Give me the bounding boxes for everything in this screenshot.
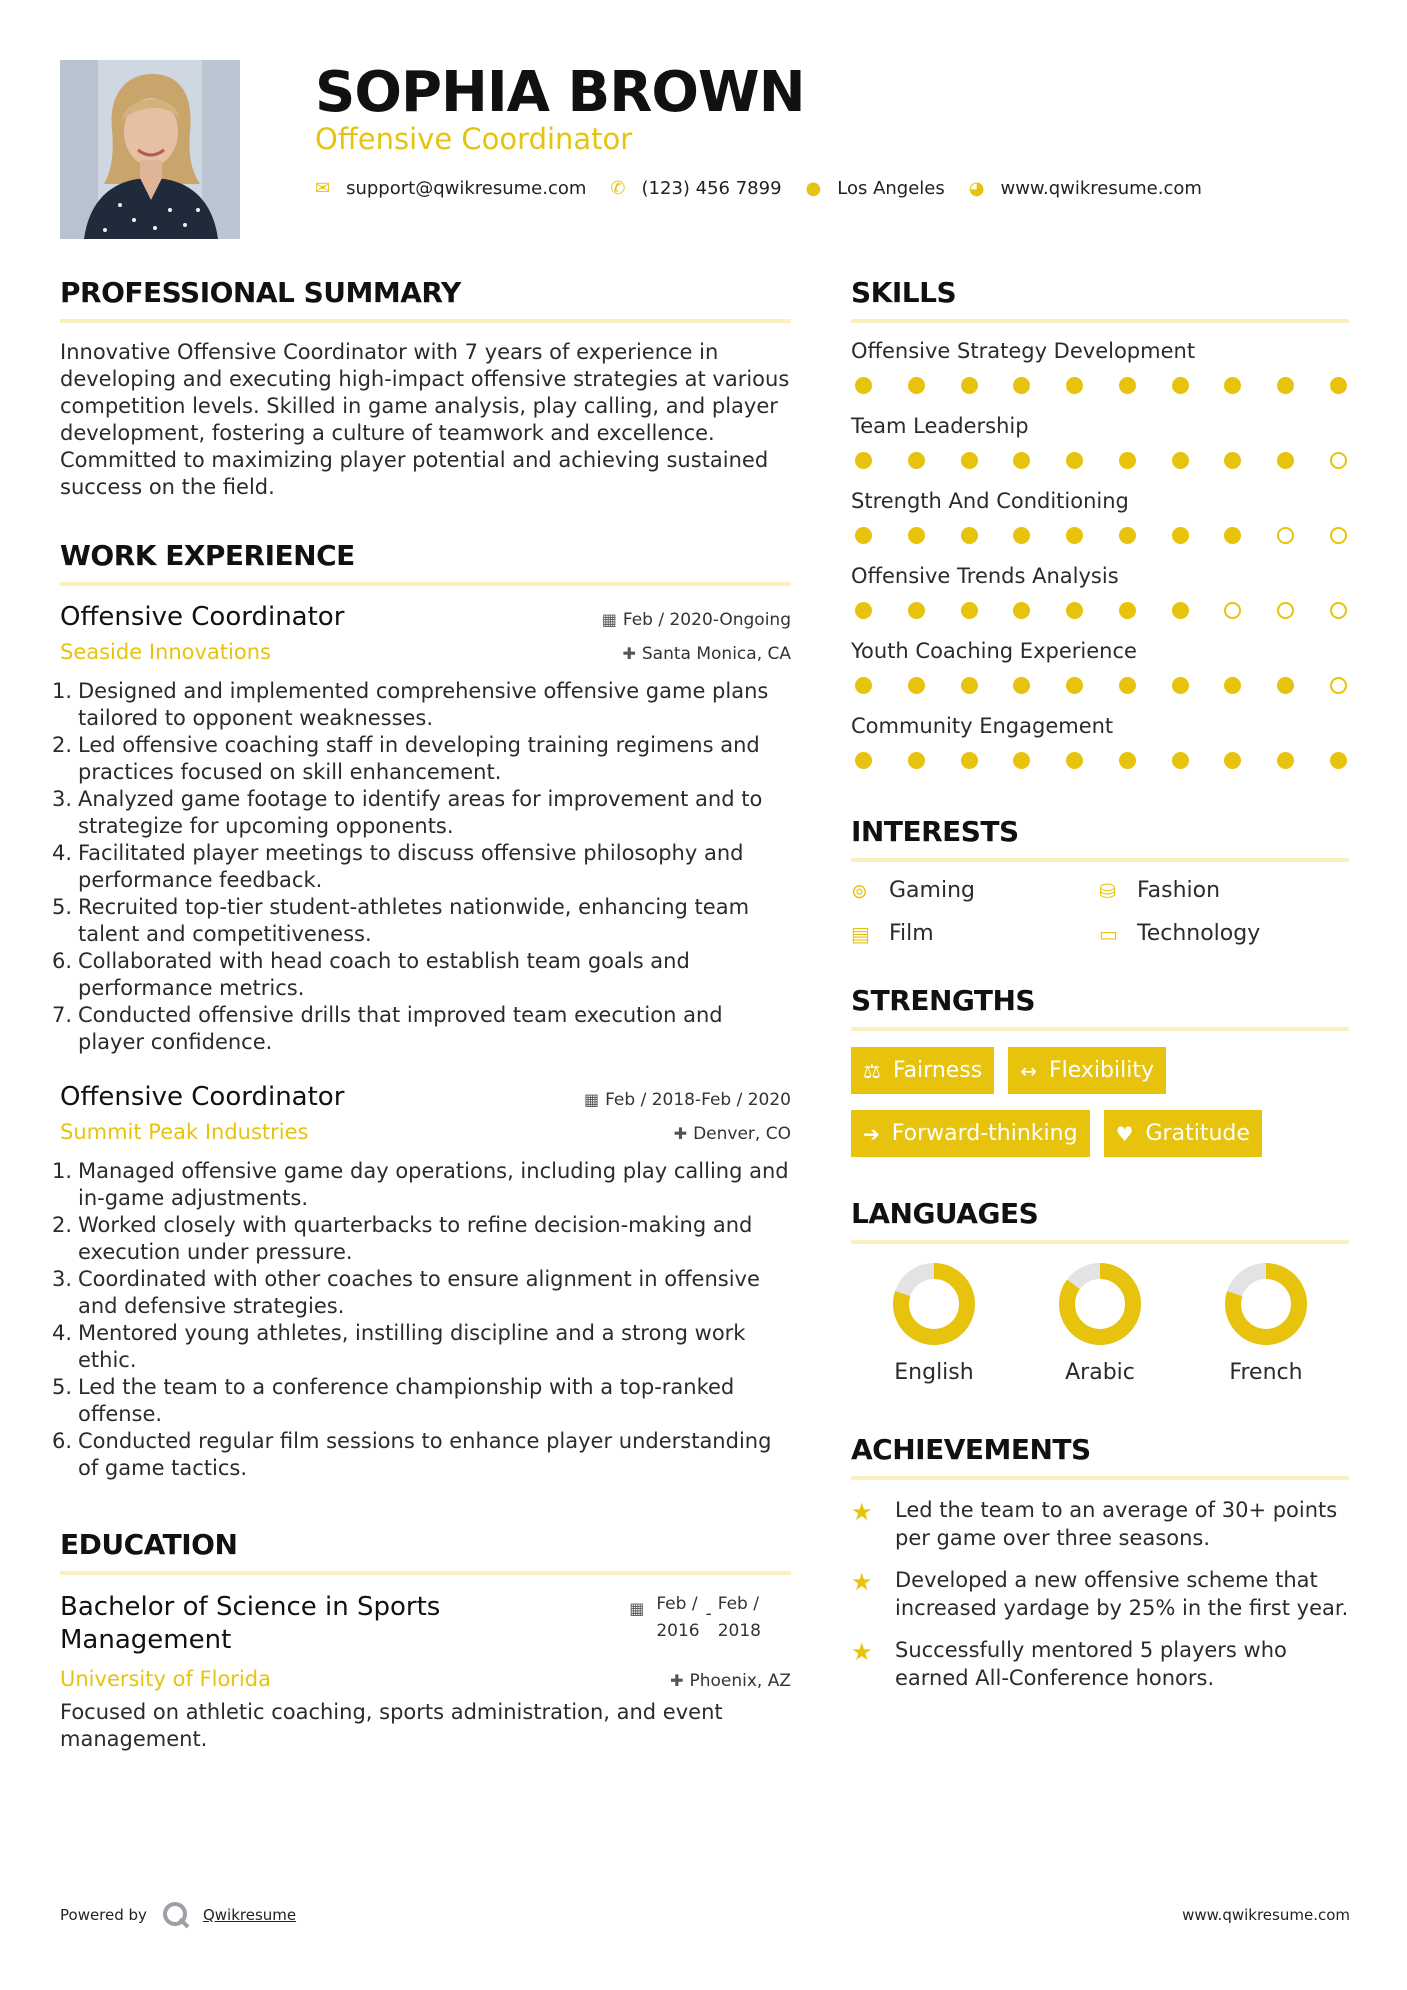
calendar-icon: ▦ bbox=[629, 1599, 645, 1618]
film-icon: ▤ bbox=[851, 921, 870, 946]
skill-item bbox=[851, 339, 1349, 394]
rating-dot-filled bbox=[1013, 752, 1030, 769]
rating-dot-filled bbox=[1224, 527, 1241, 544]
list-item: 6. Conducted regular film sessions to enhance player understanding of game tactics. bbox=[52, 1429, 772, 1480]
job-date: Feb / 2018-Feb / 2020 bbox=[605, 1090, 791, 1110]
rating-dot-filled bbox=[961, 452, 978, 469]
footer-powered-by bbox=[60, 1900, 296, 1930]
skill-rating bbox=[851, 452, 1349, 469]
rating-dot-filled bbox=[1119, 452, 1136, 469]
rating-dot-filled bbox=[961, 377, 978, 394]
language-proficiency-ring bbox=[1224, 1262, 1308, 1346]
map-pin-icon: ● bbox=[805, 178, 822, 199]
job-date: Feb / 2020-Ongoing bbox=[622, 610, 791, 630]
gamepad-icon: ⊚ bbox=[851, 878, 868, 903]
summary-heading: PROFESSIONAL SUMMARY bbox=[60, 276, 791, 323]
skill-rating bbox=[851, 527, 1349, 544]
rating-dot-empty bbox=[1330, 677, 1347, 694]
rating-dot-empty bbox=[1224, 602, 1241, 619]
list-item: 1. Designed and implemented comprehensive offensive game plans tailored to opponent weaknesses. bbox=[52, 679, 769, 730]
achievement-item: ★ Developed a new offensive scheme that increased yardage by 25% in the first year. bbox=[851, 1568, 1349, 1620]
rating-dot-filled bbox=[1066, 377, 1083, 394]
rating-dot-filled bbox=[1066, 752, 1083, 769]
interest-item: ⛁ Fashion bbox=[1099, 878, 1221, 903]
list-item: 3. Analyzed game footage to identify areas for improvement and to strategize for upcoming opponents. bbox=[52, 787, 763, 838]
rating-dot-filled bbox=[1066, 602, 1083, 619]
skills-heading: SKILLS bbox=[851, 276, 1349, 323]
list-item: 3. Coordinated with other coaches to ensure alignment in offensive and defensive strategies. bbox=[52, 1267, 760, 1318]
rating-dot-filled bbox=[1277, 752, 1294, 769]
contact-location: Los Angeles bbox=[837, 178, 945, 199]
language-proficiency-ring bbox=[892, 1262, 976, 1346]
language-name: English bbox=[894, 1360, 974, 1385]
skill-rating bbox=[851, 677, 1349, 694]
skill-item bbox=[851, 414, 1349, 469]
star-icon: ★ bbox=[851, 1568, 873, 1596]
skill-name: Team Leadership bbox=[851, 414, 1029, 438]
balance-scale-icon: ⚖ bbox=[863, 1058, 881, 1083]
job-company: Summit Peak Industries bbox=[60, 1120, 309, 1144]
skill-name: Offensive Trends Analysis bbox=[851, 564, 1119, 588]
rating-dot-filled bbox=[1172, 452, 1189, 469]
rating-dot-filled bbox=[1013, 377, 1030, 394]
interests-list bbox=[851, 878, 1349, 946]
rating-dot-empty bbox=[1330, 527, 1347, 544]
rating-dot-filled bbox=[1066, 677, 1083, 694]
qwikresume-link[interactable]: Qwikresume bbox=[202, 1906, 297, 1924]
pushpin-icon: ✚ bbox=[622, 644, 636, 663]
rating-dot-filled bbox=[855, 452, 872, 469]
language-name: French bbox=[1229, 1360, 1303, 1385]
left-column bbox=[52, 276, 791, 1753]
rating-dot-filled bbox=[1013, 677, 1030, 694]
contact-bar bbox=[315, 178, 1226, 199]
strengths-heading: STRENGTHS bbox=[851, 984, 1349, 1031]
job-entry bbox=[52, 602, 791, 1056]
skill-rating bbox=[851, 752, 1349, 769]
rating-dot-filled bbox=[1224, 677, 1241, 694]
languages-list bbox=[851, 1262, 1349, 1385]
job-location: Santa Monica, CA bbox=[641, 644, 791, 664]
rating-dot-filled bbox=[1277, 452, 1294, 469]
rating-dot-filled bbox=[1119, 677, 1136, 694]
skill-item bbox=[851, 564, 1349, 619]
rating-dot-empty bbox=[1277, 527, 1294, 544]
interest-item: ⊚ Gaming bbox=[851, 878, 975, 903]
achievement-item: ★ Led the team to an average of 30+ points per game over three seasons. bbox=[851, 1498, 1338, 1550]
school-name: University of Florida bbox=[60, 1667, 271, 1691]
list-item: 2. Led offensive coaching staff in developing training regimens and practices focused on skill enhancement. bbox=[52, 733, 760, 784]
strength-tag: ➔ Forward-thinking bbox=[851, 1110, 1090, 1157]
heart-icon: ♥ bbox=[1115, 1121, 1134, 1146]
job-entry bbox=[52, 1082, 791, 1482]
skill-rating bbox=[851, 602, 1349, 619]
footer-website[interactable]: www.qwikresume.com bbox=[1182, 1906, 1350, 1924]
experience-heading: WORK EXPERIENCE bbox=[60, 539, 791, 586]
skill-item bbox=[851, 639, 1349, 694]
rating-dot-filled bbox=[1013, 527, 1030, 544]
profile-photo-illustration bbox=[60, 60, 240, 239]
shopping-bag-icon: ⛁ bbox=[1099, 878, 1116, 903]
rating-dot-filled bbox=[908, 752, 925, 769]
rating-dot-filled bbox=[1172, 602, 1189, 619]
job-bullets bbox=[52, 1158, 791, 1482]
rating-dot-filled bbox=[1277, 377, 1294, 394]
school-location: Phoenix, AZ bbox=[689, 1671, 791, 1691]
rating-dot-empty bbox=[1330, 602, 1347, 619]
job-location: Denver, CO bbox=[693, 1124, 791, 1144]
rating-dot-filled bbox=[855, 527, 872, 544]
calendar-icon: ▦ bbox=[601, 610, 617, 629]
candidate-name: SOPHIA BROWN bbox=[315, 60, 805, 125]
star-icon: ★ bbox=[851, 1498, 873, 1526]
interest-item: ▤ Film bbox=[851, 921, 934, 946]
skills-list bbox=[851, 339, 1349, 769]
qwikresume-logo-icon bbox=[161, 1900, 191, 1930]
rating-dot-filled bbox=[1224, 377, 1241, 394]
rating-dot-filled bbox=[908, 377, 925, 394]
rating-dot-filled bbox=[855, 677, 872, 694]
rating-dot-filled bbox=[961, 752, 978, 769]
rating-dot-filled bbox=[1330, 377, 1347, 394]
rating-dot-filled bbox=[908, 602, 925, 619]
contact-website[interactable]: www.qwikresume.com bbox=[1000, 178, 1202, 199]
list-item: 5. Recruited top-tier student-athletes nationwide, enhancing team talent and competitiveness. bbox=[52, 895, 750, 946]
rating-dot-filled bbox=[1224, 752, 1241, 769]
powered-by-label: Powered by bbox=[60, 1906, 147, 1924]
laptop-icon: ▭ bbox=[1099, 921, 1118, 946]
rating-dot-filled bbox=[1224, 452, 1241, 469]
list-item: 2. Worked closely with quarterbacks to refine decision-making and execution under pressure. bbox=[52, 1213, 753, 1264]
rating-dot-filled bbox=[1066, 527, 1083, 544]
job-bullets bbox=[52, 678, 791, 1056]
skill-name: Offensive Strategy Development bbox=[851, 339, 1196, 363]
rating-dot-filled bbox=[1119, 527, 1136, 544]
education-dates: ▦ Feb / 2016 - Feb / 2018 bbox=[629, 1591, 791, 1657]
rating-dot-filled bbox=[908, 677, 925, 694]
globe-icon: ◕ bbox=[968, 178, 985, 199]
strength-tag: ♥ Gratitude bbox=[1104, 1110, 1262, 1157]
skill-name: Community Engagement bbox=[851, 714, 1114, 738]
education-heading: EDUCATION bbox=[60, 1528, 791, 1575]
skill-name: Youth Coaching Experience bbox=[851, 639, 1137, 663]
strength-tag: ⚖ Fairness bbox=[851, 1047, 994, 1094]
job-title: Offensive Coordinator bbox=[60, 602, 345, 632]
interests-heading: INTERESTS bbox=[851, 815, 1349, 862]
degree-title: Bachelor of Science in Sports Management bbox=[60, 1592, 441, 1655]
language-item bbox=[1183, 1262, 1349, 1385]
rating-dot-filled bbox=[1172, 527, 1189, 544]
rating-dot-empty bbox=[1330, 452, 1347, 469]
list-item: 5. Led the team to a conference championship with a top-ranked offense. bbox=[52, 1375, 735, 1426]
rating-dot-filled bbox=[855, 752, 872, 769]
rating-dot-filled bbox=[1172, 677, 1189, 694]
candidate-title: Offensive Coordinator bbox=[315, 122, 633, 156]
list-item: 7. Conducted offensive drills that improved team execution and player confidence. bbox=[52, 1003, 723, 1054]
achievements-list bbox=[851, 1496, 1349, 1692]
rating-dot-filled bbox=[1013, 602, 1030, 619]
star-icon: ★ bbox=[851, 1638, 873, 1666]
rating-dot-filled bbox=[961, 677, 978, 694]
arrow-right-icon: ➔ bbox=[863, 1121, 880, 1146]
rating-dot-filled bbox=[1172, 377, 1189, 394]
strength-tag: ↔ Flexibility bbox=[1008, 1047, 1166, 1094]
rating-dot-filled bbox=[1013, 452, 1030, 469]
calendar-icon: ▦ bbox=[583, 1090, 600, 1109]
rating-dot-filled bbox=[961, 527, 978, 544]
list-item: 1. Managed offensive game day operations, including play calling and in-game adjustments. bbox=[52, 1159, 789, 1210]
rating-dot-filled bbox=[855, 602, 872, 619]
list-item: 4. Facilitated player meetings to discuss offensive philosophy and performance feedback. bbox=[52, 841, 744, 892]
strengths-list bbox=[851, 1047, 1349, 1157]
rating-dot-filled bbox=[855, 377, 872, 394]
arrows-horizontal-icon: ↔ bbox=[1020, 1058, 1037, 1083]
rating-dot-filled bbox=[908, 527, 925, 544]
language-name: Arabic bbox=[1065, 1360, 1135, 1385]
phone-icon: ✆ bbox=[610, 178, 626, 199]
list-item: 4. Mentored young athletes, instilling discipline and a strong work ethic. bbox=[52, 1321, 746, 1372]
achievements-heading: ACHIEVEMENTS bbox=[851, 1433, 1349, 1480]
interest-item: ▭ Technology bbox=[1099, 921, 1261, 946]
summary-text: Innovative Offensive Coordinator with 7 years of experience in developing and executing high-impact offensive strategies at various competition levels. Skilled in game analysis, play calling, and player development, fostering a culture of teamwork and excellence. Committed to maximizing player potential and achieving sustained success on the field. bbox=[60, 340, 790, 499]
skill-name: Strength And Conditioning bbox=[851, 489, 1129, 513]
rating-dot-filled bbox=[1277, 677, 1294, 694]
achievement-item: ★ Successfully mentored 5 players who earned All-Conference honors. bbox=[851, 1638, 1287, 1690]
rating-dot-filled bbox=[1119, 602, 1136, 619]
rating-dot-filled bbox=[1119, 377, 1136, 394]
rating-dot-filled bbox=[1330, 752, 1347, 769]
rating-dot-filled bbox=[961, 602, 978, 619]
language-item bbox=[851, 1262, 1017, 1385]
contact-email[interactable]: support@qwikresume.com bbox=[346, 178, 587, 199]
rating-dot-empty bbox=[1277, 602, 1294, 619]
job-title: Offensive Coordinator bbox=[60, 1082, 345, 1112]
rating-dot-filled bbox=[1172, 752, 1189, 769]
education-description: Focused on athletic coaching, sports administration, and event management. bbox=[60, 1700, 723, 1751]
language-proficiency-ring bbox=[1058, 1262, 1142, 1346]
rating-dot-filled bbox=[908, 452, 925, 469]
pushpin-icon: ✚ bbox=[670, 1671, 684, 1690]
envelope-icon: ✉ bbox=[315, 178, 331, 199]
job-company: Seaside Innovations bbox=[60, 640, 271, 664]
pushpin-icon: ✚ bbox=[673, 1124, 688, 1143]
right-column bbox=[851, 276, 1349, 1706]
rating-dot-filled bbox=[1119, 752, 1136, 769]
education-entry bbox=[60, 1591, 791, 1657]
languages-heading: LANGUAGES bbox=[851, 1197, 1349, 1244]
list-item: 6. Collaborated with head coach to establish team goals and performance metrics. bbox=[52, 949, 690, 1000]
skill-item bbox=[851, 489, 1349, 544]
language-item bbox=[1017, 1262, 1183, 1385]
profile-photo bbox=[60, 60, 240, 239]
skill-rating bbox=[851, 377, 1349, 394]
contact-phone[interactable]: (123) 456 7899 bbox=[641, 178, 782, 199]
skill-item bbox=[851, 714, 1349, 769]
rating-dot-filled bbox=[1066, 452, 1083, 469]
